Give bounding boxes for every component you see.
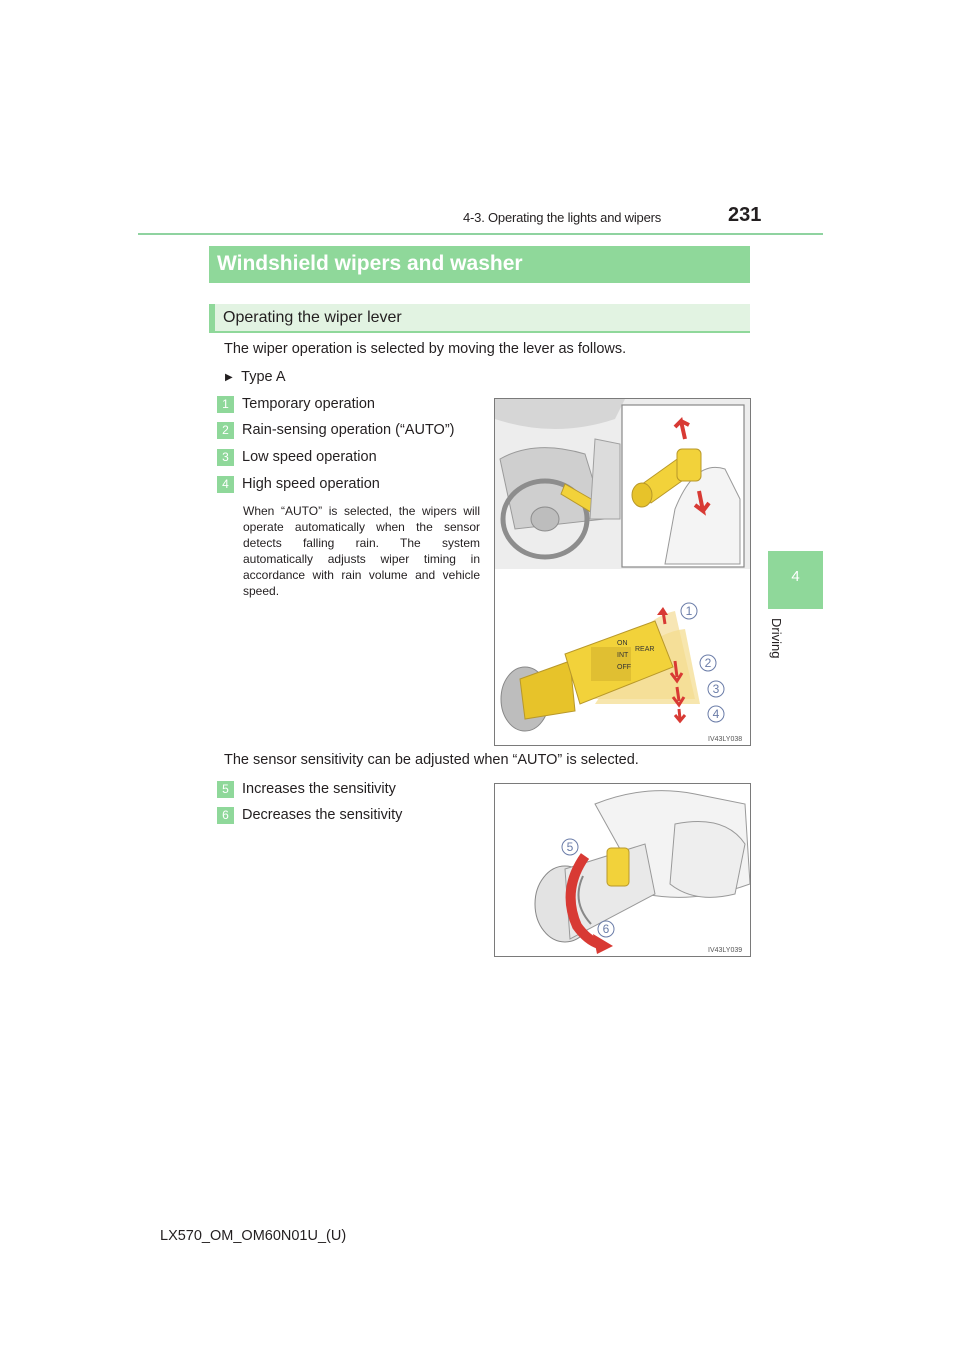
figure-callout-6: 6 [602, 922, 610, 936]
figure-callout-1: 1 [685, 604, 693, 618]
figure-callout-4: 4 [712, 707, 720, 721]
list-item-text: Rain-sensing operation (“AUTO”) [242, 422, 455, 438]
running-header-section: 4-3. Operating the lights and wipers [463, 210, 662, 225]
auto-mode-note: When “AUTO” is selected, the wipers will operate automatically when the sensor detects falling rain. The system automatically adjusts wiper timing in accordance with rain volume and vehicle speed. [243, 504, 480, 598]
lever-label-off: OFF [617, 664, 631, 671]
intro-paragraph: The wiper operation is selected by moving the lever as follows. [224, 341, 627, 357]
header-divider [138, 233, 823, 235]
figure-callout-2: 2 [704, 656, 712, 670]
chapter-label-text: Driving [769, 618, 784, 659]
list-item-text: High speed operation [242, 476, 380, 492]
section-title-bar [209, 246, 750, 283]
chapter-tab [768, 551, 823, 609]
callout-number-4: 4 [217, 476, 234, 493]
callout-number-6: 6 [217, 807, 234, 824]
list-item-text: Low speed operation [242, 449, 377, 465]
lever-label-int: INT [617, 652, 629, 659]
callout-number-5: 5 [217, 781, 234, 798]
triangle-bullet-icon: ▶ [225, 372, 233, 383]
sensitivity-dial-svg [495, 784, 750, 956]
figure-code: IV43LY038 [708, 736, 743, 743]
lever-label-rear: REAR [635, 646, 655, 653]
wiper-lever-illustration [494, 398, 751, 746]
section-title: Windshield wipers and washer [217, 252, 523, 275]
figure-code: IV43LY039 [708, 947, 743, 954]
sensitivity-dial-illustration [494, 783, 751, 957]
subsection-title: Operating the wiper lever [223, 309, 402, 326]
callout-number-1: 1 [217, 396, 234, 413]
type-label-row [225, 368, 286, 386]
list-item-text: Decreases the sensitivity [242, 807, 403, 823]
figure-callout-5: 5 [566, 840, 574, 854]
wiper-lever-svg [495, 399, 750, 745]
subsection-title-bar [209, 304, 750, 333]
lever-label-on: ON [617, 640, 628, 647]
chapter-number: 4 [791, 568, 800, 585]
subsection-accent [209, 304, 215, 333]
chapter-label [770, 618, 784, 678]
callout-number-3: 3 [217, 449, 234, 466]
list-item-text: Increases the sensitivity [242, 781, 396, 797]
callout-number-2: 2 [217, 422, 234, 439]
figure-callout-3: 3 [712, 682, 720, 696]
type-label: Type A [241, 369, 286, 385]
document-footer: LX570_OM_OM60N01U_(U) [160, 1228, 347, 1244]
list-item-text: Temporary operation [242, 396, 375, 412]
sensitivity-paragraph: The sensor sensitivity can be adjusted when “AUTO” is selected. [224, 752, 639, 768]
page-number: 231 [728, 204, 762, 226]
